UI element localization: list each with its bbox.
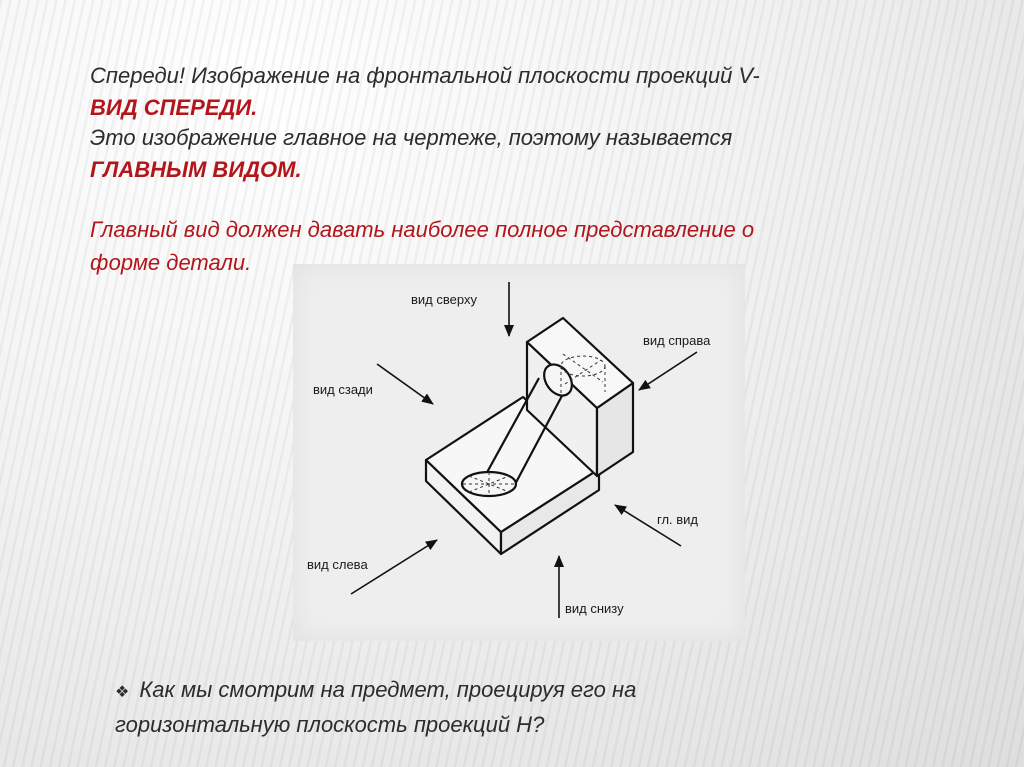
part-outline <box>426 318 633 554</box>
rule-line-1: Главный вид должен давать наиболее полное представление о <box>90 217 755 242</box>
label-front-view: гл. вид <box>657 512 699 527</box>
front-view-term: ВИД СПЕРЕДИ. <box>90 95 258 120</box>
question-line-1 <box>115 674 636 709</box>
intro-line: Спереди! Изображение на фронтальной плоскости проекций V- <box>90 63 760 88</box>
label-right-view: вид справа <box>643 333 711 348</box>
diamond-bullet-icon: ❖ <box>115 684 130 701</box>
right-view-arrow <box>639 352 697 390</box>
label-back-view: вид сзади <box>313 382 373 397</box>
question-text-2: горизонтальную плоскость проекций H? <box>115 712 545 737</box>
label-left-view: вид слева <box>307 557 368 572</box>
isometric-part-figure <box>293 264 745 641</box>
label-top-view: вид сверху <box>411 292 477 307</box>
question-text-1: Как мы смотрим на предмет, проецируя его на <box>139 677 637 702</box>
label-bottom-view: вид снизу <box>565 601 624 616</box>
question-block <box>115 674 636 741</box>
part-drawing <box>293 264 745 641</box>
back-view-arrow <box>377 364 433 404</box>
rule-line-2: форме детали. <box>90 250 252 275</box>
main-view-term: ГЛАВНЫМ ВИДОМ. <box>90 157 302 182</box>
explanation-line: Это изображение главное на чертеже, поэтому называется <box>90 125 733 150</box>
